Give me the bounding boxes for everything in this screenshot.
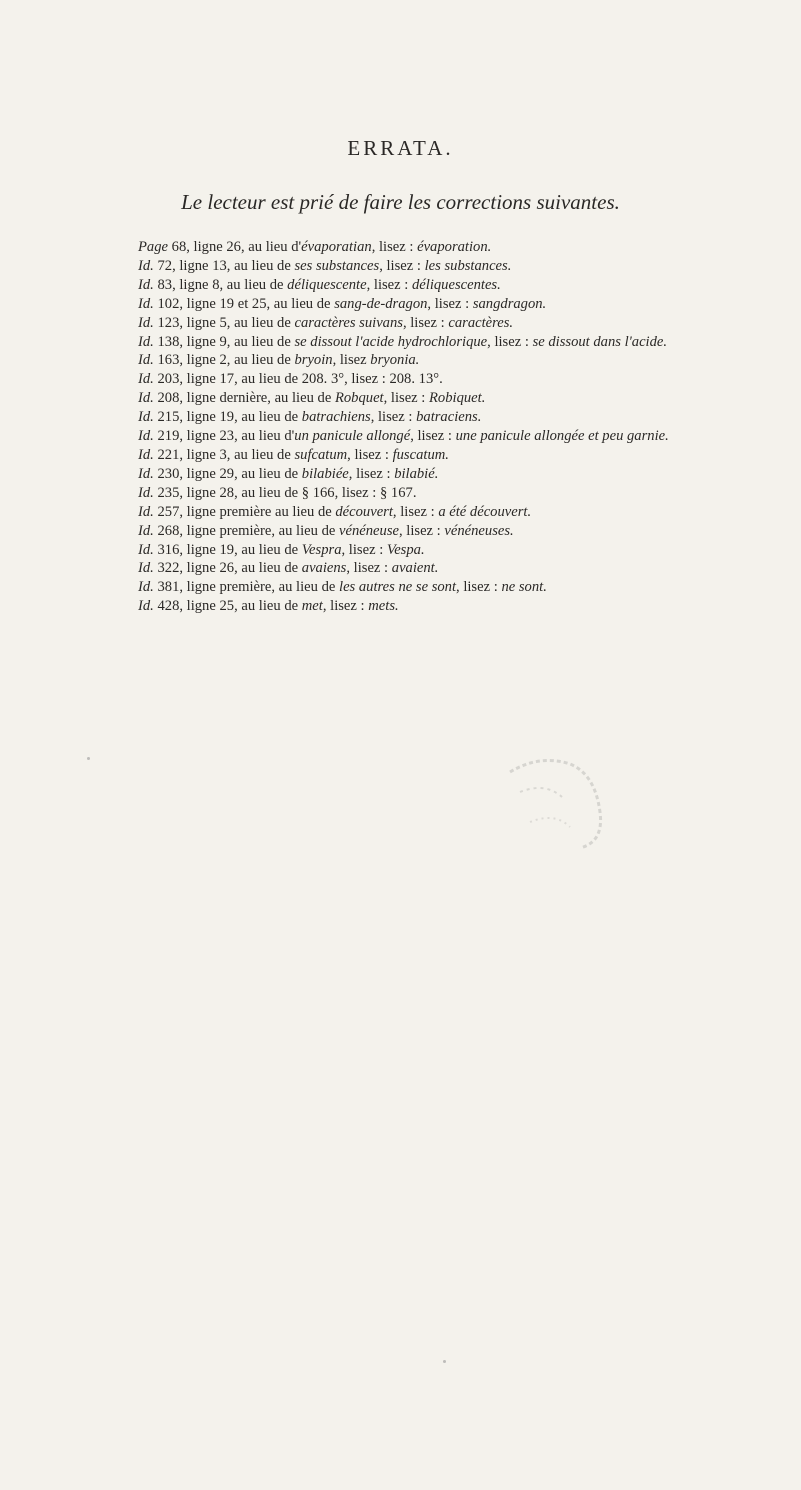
library-stamp-mark xyxy=(500,752,620,852)
errata-entry: Id. 219, ligne 23, au lieu d'un panicule allongé, lisez : une panicule allongée et peu garnie. xyxy=(138,428,669,445)
errata-entry: Id. 230, ligne 29, au lieu de bilabiée, lisez : bilabié. xyxy=(138,465,439,482)
errata-entry: Id. 235, ligne 28, au lieu de § 166, lisez : § 167. xyxy=(138,484,417,501)
errata-list xyxy=(138,238,768,616)
errata-entry: Id. 322, ligne 26, au lieu de avaiens, lisez : avaient. xyxy=(138,560,439,577)
errata-entry: Id. 221, ligne 3, au lieu de sufcatum, lisez : fuscatum. xyxy=(138,446,449,463)
errata-entry: Id. 203, ligne 17, au lieu de 208. 3°, lisez : 208. 13°. xyxy=(138,371,443,388)
errata-entry: Id. 83, ligne 8, au lieu de déliquescente, lisez : déliquescentes. xyxy=(138,276,501,293)
paper-speck xyxy=(87,757,90,760)
page-title: ERRATA. xyxy=(347,136,454,160)
errata-entry: Id. 316, ligne 19, au lieu de Vespra, lisez : Vespa. xyxy=(138,541,425,558)
errata-entry: Id. 208, ligne dernière, au lieu de Robquet, lisez : Robiquet. xyxy=(138,390,486,407)
errata-entry: Id. 123, ligne 5, au lieu de caractères suivans, lisez : caractères. xyxy=(138,314,514,331)
errata-entry: Id. 138, ligne 9, au lieu de se dissout l'acide hydrochlorique, lisez : se dissout dans l'acide. xyxy=(138,333,668,350)
errata-entry: Id. 428, ligne 25, au lieu de met, lisez : mets. xyxy=(138,598,399,615)
errata-entry: Id. 215, ligne 19, au lieu de batrachiens, lisez : batraciens. xyxy=(138,409,482,426)
errata-entry: Id. 257, ligne première au lieu de découvert, lisez : a été découvert. xyxy=(138,503,532,520)
paper-speck xyxy=(443,1360,446,1363)
errata-entry: Id. 102, ligne 19 et 25, au lieu de sang-de-dragon, lisez : sangdragon. xyxy=(138,295,547,312)
page-subtitle: Le lecteur est prié de faire les corrections suivantes. xyxy=(181,190,620,214)
errata-entry: Page 68, ligne 26, au lieu d'évaporatian, lisez : évaporation. xyxy=(138,239,492,255)
errata-entry: Id. 268, ligne première, au lieu de vénéneuse, lisez : vénéneuses. xyxy=(138,522,514,539)
errata-entry: Id. 163, ligne 2, au lieu de bryoin, lisez bryonia. xyxy=(138,352,420,369)
errata-entry: Id. 72, ligne 13, au lieu de ses substances, lisez : les substances. xyxy=(138,257,512,274)
errata-entry: Id. 381, ligne première, au lieu de les autres ne se sont, lisez : ne sont. xyxy=(138,579,547,596)
